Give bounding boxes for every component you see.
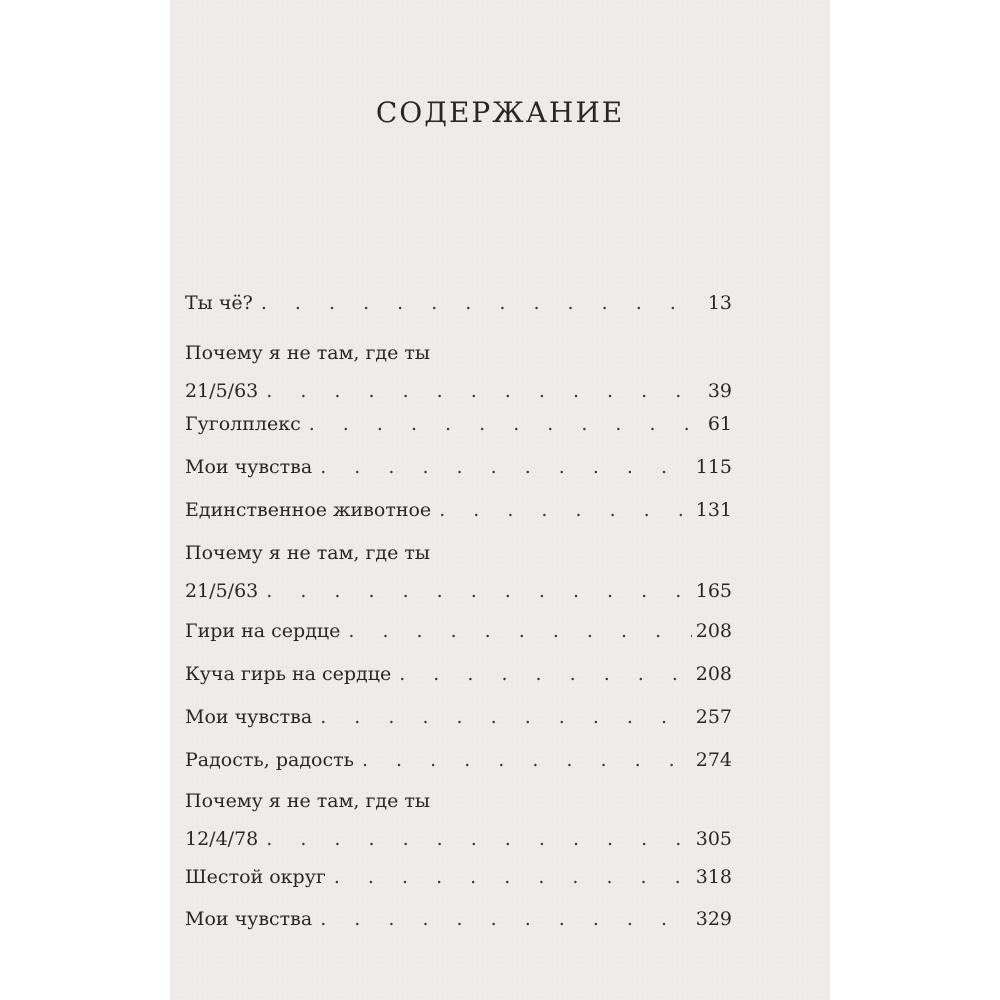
toc-entry	[185, 858, 732, 896]
toc-entry	[185, 405, 732, 443]
dot-leader	[253, 284, 692, 322]
toc-entry-page: 257	[695, 706, 732, 728]
toc-entry-title: Единственное животное	[185, 499, 432, 521]
dot-leader	[312, 900, 692, 938]
toc-entry	[185, 612, 732, 650]
toc-entry	[185, 655, 732, 693]
toc-entry-title: Мои чувства	[185, 456, 313, 478]
dot-leader	[312, 448, 692, 486]
toc-entry-date: 21/5/63	[185, 380, 259, 402]
toc-entry-page: 13	[707, 292, 732, 314]
toc-entry-title: Шестой округ	[185, 866, 326, 888]
toc-entry	[185, 534, 732, 610]
dot-leader	[326, 858, 692, 896]
toc-entry-page: 165	[695, 580, 732, 602]
toc-entry	[185, 782, 732, 858]
book-page	[170, 0, 830, 1000]
toc-entry	[185, 900, 732, 938]
toc-entry-title: Почему я не там, где ты	[185, 542, 431, 564]
dot-leader	[258, 820, 692, 858]
toc-entry-page: 318	[695, 866, 732, 888]
toc-entry-page: 115	[695, 456, 732, 478]
toc-entry-title: Мои чувства	[185, 908, 313, 930]
toc-entry	[185, 334, 732, 410]
dot-leader	[340, 612, 692, 650]
toc-entry-title: Гуголплекс	[185, 413, 301, 435]
dot-leader	[391, 655, 692, 693]
toc-entry-page: 329	[695, 908, 732, 930]
page-title: СОДЕРЖАНИЕ	[375, 96, 625, 129]
toc-entry	[185, 741, 732, 779]
dot-leader	[301, 405, 692, 443]
toc-entry-page: 208	[695, 620, 732, 642]
toc-entry-title: Почему я не там, где ты	[185, 790, 431, 812]
toc-entry-page: 61	[707, 413, 732, 435]
toc-entry-date: 12/4/78	[185, 828, 259, 850]
toc-entry-title: Почему я не там, где ты	[185, 342, 431, 364]
toc-entry-date: 21/5/63	[185, 580, 259, 602]
toc-entry-title: Куча гирь на сердце	[185, 663, 392, 685]
toc-entry-page: 305	[695, 828, 732, 850]
toc-entry-title: Мои чувства	[185, 706, 313, 728]
dot-leader	[354, 741, 692, 779]
toc-entry	[185, 698, 732, 736]
toc-entry	[185, 491, 732, 529]
toc-entry-title: Радость, радость	[185, 749, 354, 771]
dot-leader	[258, 572, 692, 610]
toc-entry-title: Гири на сердце	[185, 620, 341, 642]
dot-leader	[312, 698, 692, 736]
toc-entry-page: 39	[707, 380, 732, 402]
toc-entry	[185, 448, 732, 486]
toc-entry-page: 274	[695, 749, 732, 771]
toc-entry	[185, 284, 732, 322]
toc-entry-page: 131	[695, 499, 732, 521]
toc-entry-title: Ты чё?	[185, 292, 253, 314]
dot-leader	[431, 491, 692, 529]
toc-entry-page: 208	[695, 663, 732, 685]
